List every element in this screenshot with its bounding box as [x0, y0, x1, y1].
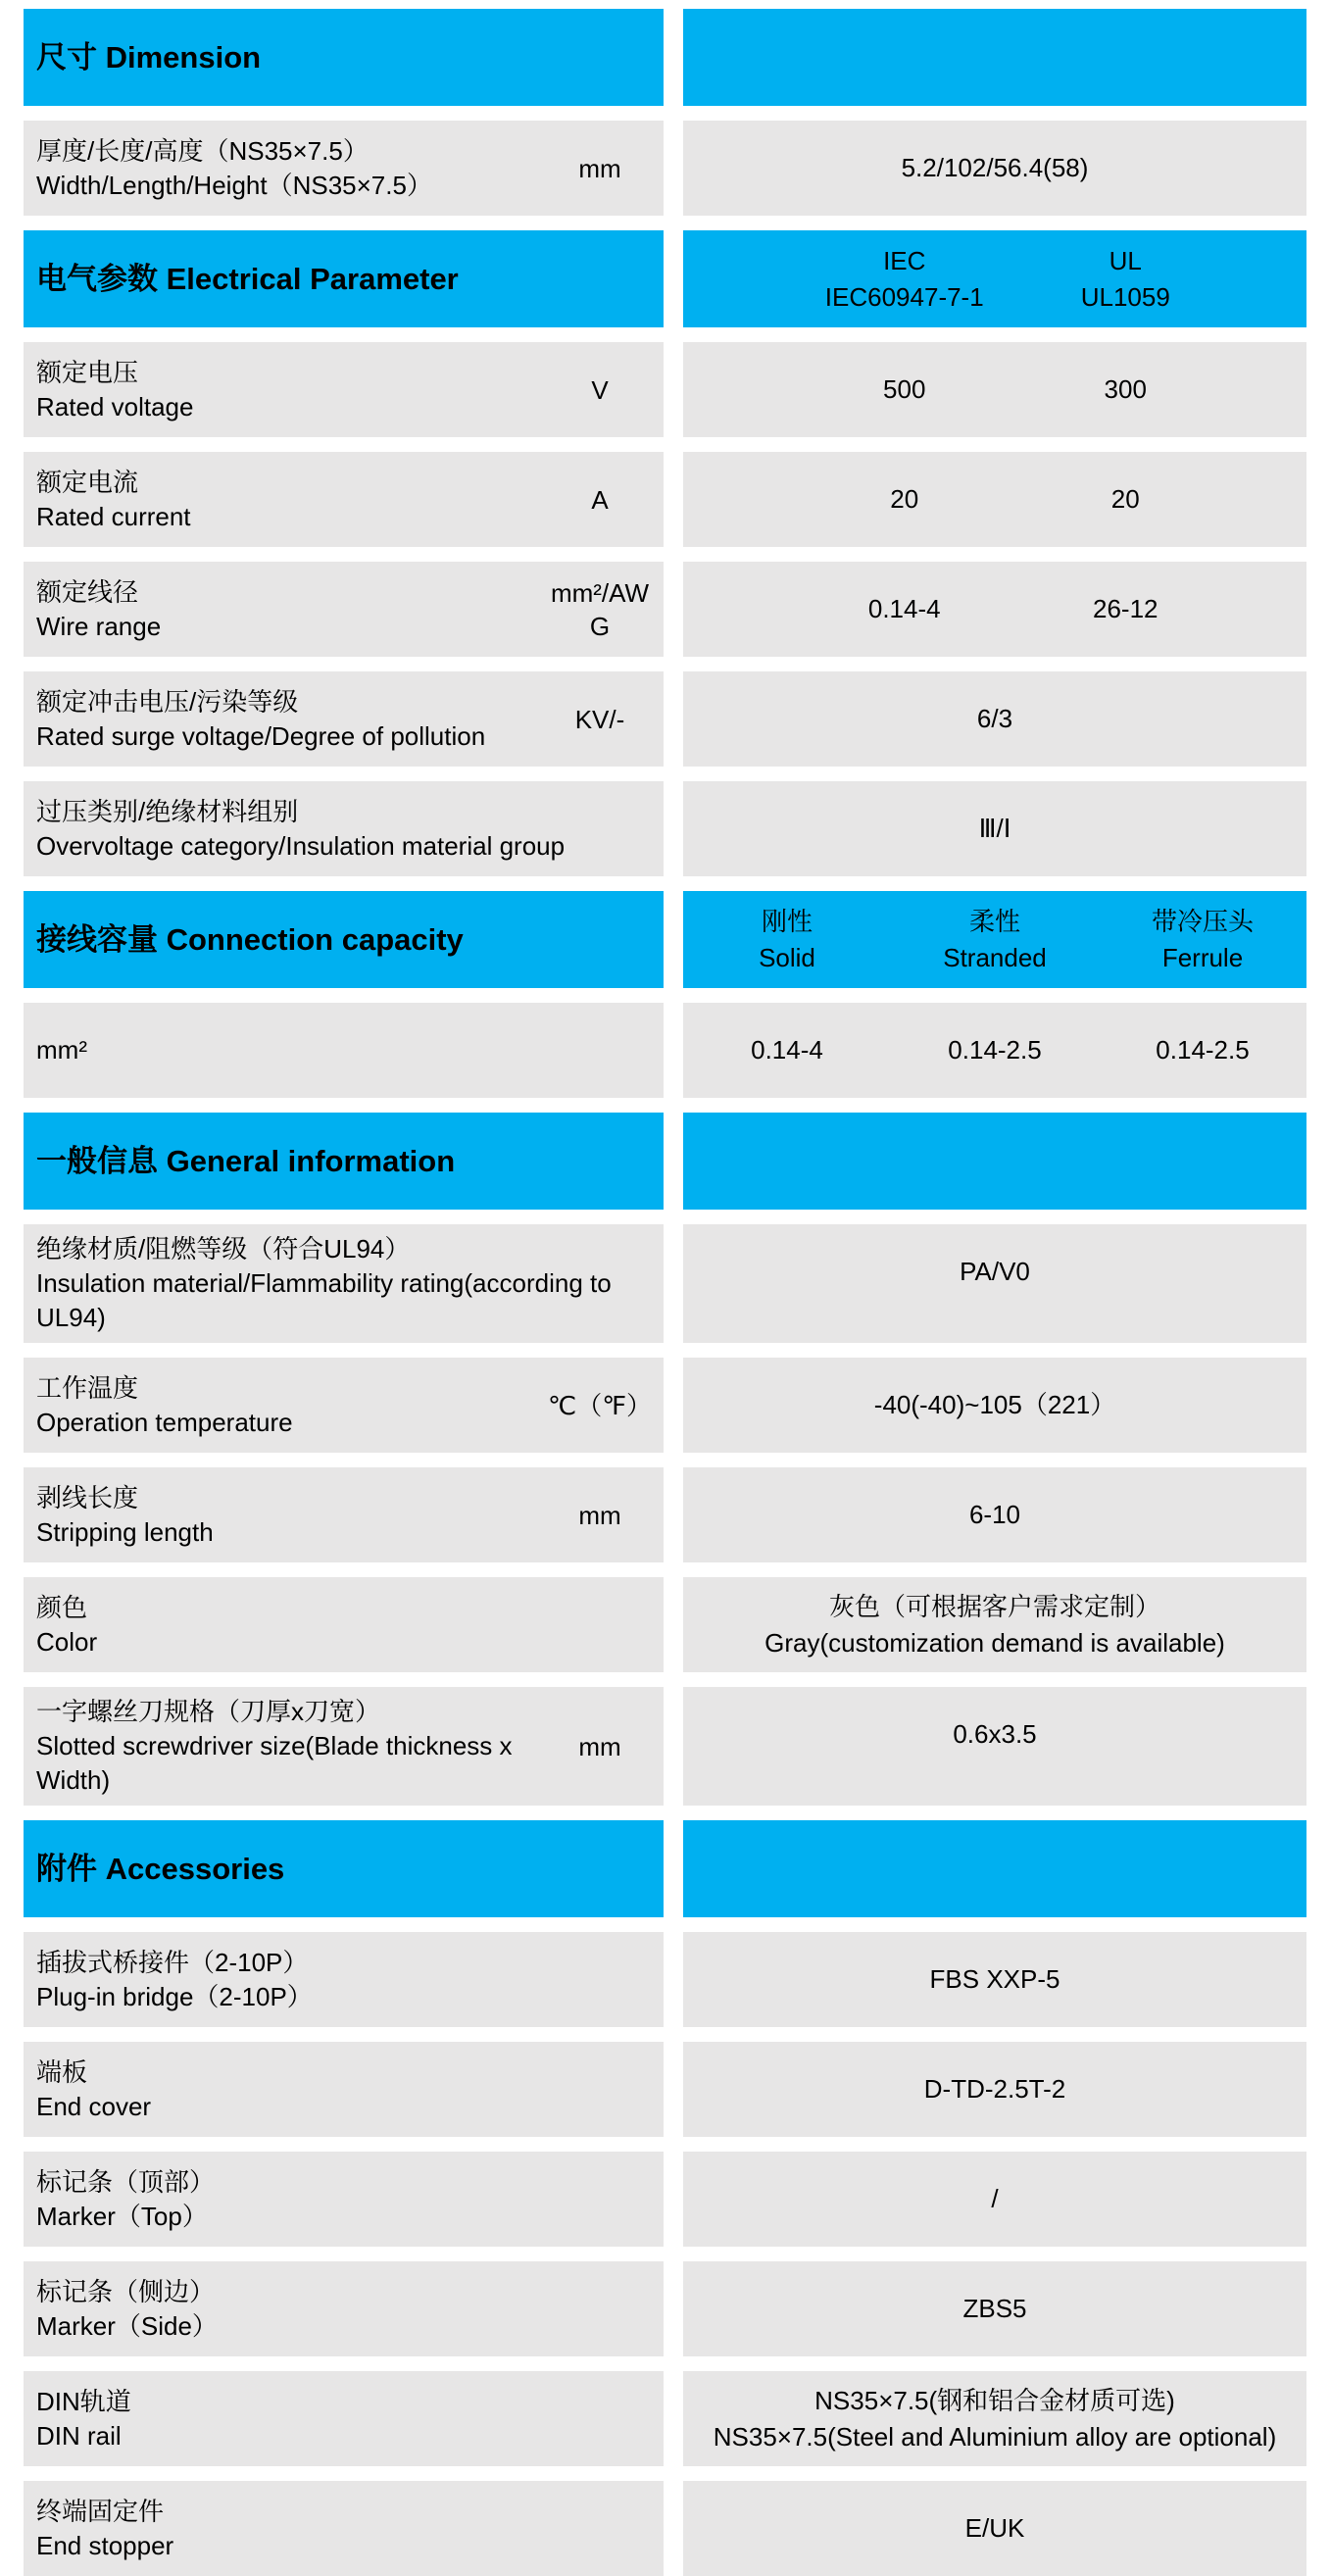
param-label-en: Slotted screwdriver size(Blade thickness x Width) — [36, 1731, 513, 1795]
header-col-line: 柔性 — [968, 906, 1020, 936]
value-line: E/UK — [964, 2513, 1025, 2543]
param-label-en: End cover — [36, 2091, 152, 2121]
table-row — [24, 2371, 1306, 2466]
section-header-title: 一般信息 General information — [36, 1143, 456, 1178]
param-label — [36, 1481, 542, 1550]
param-label-en: Plug-in bridge（2-10P） — [36, 1981, 313, 2011]
param-label-zh: 一字螺丝刀规格（刀厚x刀宽） — [36, 1697, 381, 1726]
value-col: 500 — [883, 374, 926, 404]
param-label-en: Width/Length/Height（NS35×7.5） — [36, 170, 432, 200]
section-header-row — [24, 891, 1306, 988]
value-line: NS35×7.5(Steel and Aluminium alloy are optional) — [713, 2421, 1277, 2452]
value-line: Gray(customization demand is available) — [764, 1627, 1225, 1658]
param-value — [683, 2042, 1306, 2137]
param-label — [36, 1591, 658, 1660]
param-cell — [24, 1467, 664, 1562]
param-label-en: Rated current — [36, 501, 191, 531]
param-value — [683, 1932, 1306, 2027]
section-header-title: 接线容量 Connection capacity — [36, 921, 464, 957]
table-row — [24, 2152, 1306, 2247]
section-header-right-cell — [683, 1113, 1306, 1210]
param-label-zh: 绝缘材质/阻燃等级（符合UL94） — [36, 1234, 411, 1263]
value-line: / — [991, 2184, 999, 2213]
table-row — [24, 1467, 1306, 1562]
value-line: FBS XXP-5 — [929, 1964, 1060, 1994]
param-label — [36, 2385, 658, 2453]
value-line: 0.6x3.5 — [953, 1719, 1037, 1749]
header-col — [891, 904, 1099, 976]
value-line: ZBS5 — [962, 2294, 1027, 2323]
param-label-zh: 额定线径 — [36, 576, 139, 607]
value-col: 26-12 — [1093, 594, 1158, 623]
section-header-title: 电气参数 Electrical Parameter — [36, 261, 459, 296]
section-header-row — [24, 1113, 1306, 1210]
param-unit: A — [591, 484, 609, 515]
param-label-zh: DIN轨道 — [36, 2386, 131, 2416]
param-label — [36, 2275, 658, 2344]
param-label-zh: 额定电流 — [36, 467, 139, 497]
table-row — [24, 121, 1306, 216]
header-col — [1015, 243, 1237, 316]
param-label-zh: 工作温度 — [36, 1372, 139, 1403]
param-label — [36, 795, 658, 864]
param-label — [36, 134, 542, 203]
value-line: -40(-40)~105（221） — [873, 1390, 1116, 1419]
param-cell — [24, 2042, 664, 2137]
section-header-right-cell — [683, 9, 1306, 106]
param-label-zh: 标记条（侧边） — [36, 2276, 216, 2306]
param-value — [683, 2152, 1306, 2247]
value-cell — [683, 2481, 1306, 2576]
param-label-zh: 过压类别/绝缘材料组别 — [36, 796, 299, 826]
param-unit: mm — [578, 1731, 621, 1761]
param-label — [36, 1371, 542, 1440]
header-col-line: Stranded — [943, 942, 1047, 972]
param-label-en: End stopper — [36, 2530, 174, 2560]
table-row — [24, 1577, 1306, 1672]
table-row — [24, 2042, 1306, 2137]
param-cell — [24, 2152, 664, 2247]
param-label-en: Rated surge voltage/Degree of pollution — [36, 720, 486, 751]
param-cell — [24, 1687, 664, 1806]
param-cell — [24, 781, 664, 876]
param-label-zh: 插拔式桥接件（2-10P） — [36, 1947, 309, 1977]
value-cell — [683, 1932, 1306, 2027]
param-unit: ℃（℉） — [548, 1390, 652, 1420]
param-value — [683, 1224, 1306, 1319]
value-cell — [683, 562, 1306, 657]
section-header-right-cell — [683, 230, 1306, 327]
value-line: D-TD-2.5T-2 — [923, 2074, 1066, 2104]
param-value — [683, 1577, 1306, 1672]
value-line: 6/3 — [976, 704, 1013, 733]
param-label-en: Color — [36, 1626, 98, 1657]
section-header-row — [24, 1820, 1306, 1917]
param-cell — [24, 562, 664, 657]
value-cell — [683, 1577, 1306, 1672]
param-value — [683, 2371, 1306, 2466]
param-label-en: Stripping length — [36, 1516, 214, 1547]
table-row — [24, 1003, 1306, 1098]
param-label-zh: 终端固定件 — [36, 2496, 165, 2526]
param-cell — [24, 452, 664, 547]
section-header-title: 附件 Accessories — [36, 1851, 285, 1886]
param-label — [36, 466, 542, 534]
header-col-line: IEC — [883, 245, 926, 275]
value-col: 20 — [890, 484, 919, 514]
param-value — [683, 2261, 1306, 2356]
table-row — [24, 1687, 1306, 1806]
param-unit: mm — [578, 1500, 621, 1530]
param-label-en: Rated voltage — [36, 391, 194, 421]
header-col — [683, 904, 891, 976]
param-label — [36, 1695, 542, 1798]
param-value — [683, 671, 1306, 767]
value-col: 0.14-4 — [867, 594, 941, 623]
param-value — [683, 1687, 1306, 1782]
param-label — [36, 2495, 658, 2563]
param-label-zh: 额定电压 — [36, 357, 139, 387]
table-row — [24, 452, 1306, 547]
value-cell — [683, 452, 1306, 547]
value-line: NS35×7.5(钢和铝合金材质可选) — [814, 2385, 1175, 2415]
param-label-en: DIN rail — [36, 2420, 122, 2451]
table-row — [24, 1932, 1306, 2027]
value-cell — [683, 671, 1306, 767]
header-col — [1099, 904, 1306, 976]
param-cell — [24, 1932, 664, 2027]
param-cell — [24, 2481, 664, 2576]
section-header-title: 尺寸 Dimension — [36, 39, 262, 74]
section-header-right-cell — [683, 891, 1306, 988]
param-label-en: Operation temperature — [36, 1407, 293, 1437]
value-cell — [683, 1358, 1306, 1453]
table-row — [24, 671, 1306, 767]
param-unit: KV/- — [574, 704, 625, 734]
table-row — [24, 342, 1306, 437]
value-col: 0.14-2.5 — [1156, 1035, 1250, 1065]
param-label — [36, 2056, 658, 2124]
param-label — [36, 356, 542, 424]
param-label-en: Insulation material/Flammability rating(according to UL94) — [36, 1268, 612, 1332]
param-label-zh: 厚度/长度/高度（NS35×7.5） — [36, 135, 369, 166]
value-cell — [683, 342, 1306, 437]
param-cell — [24, 342, 664, 437]
param-label — [36, 1232, 658, 1335]
param-cell — [24, 1577, 664, 1672]
param-label-zh: 标记条（顶部） — [36, 2166, 216, 2197]
param-label-zh: 端板 — [36, 2056, 88, 2087]
param-cell — [24, 1003, 664, 1098]
param-label-en: Overvoltage category/Insulation material group — [36, 830, 566, 861]
header-col-line: 刚性 — [761, 906, 813, 936]
header-col-line: Solid — [759, 942, 815, 972]
value-line: 灰色（可根据客户需求定制） — [828, 1591, 1160, 1621]
value-line: 6-10 — [968, 1500, 1021, 1529]
value-cell — [683, 2261, 1306, 2356]
value-col: 0.14-2.5 — [948, 1035, 1042, 1065]
param-unit: V — [591, 374, 609, 405]
value-line: PA/V0 — [960, 1257, 1030, 1286]
value-cell — [683, 1003, 1306, 1098]
param-unit: mm — [578, 153, 621, 183]
value-line: 5.2/102/56.4(58) — [901, 153, 1089, 182]
section-header-title-cell — [24, 1113, 664, 1210]
section-header-title-cell — [24, 1820, 664, 1917]
param-cell — [24, 2261, 664, 2356]
table-row — [24, 781, 1306, 876]
section-header-row — [24, 230, 1306, 327]
value-cell — [683, 1467, 1306, 1562]
section-header-title-cell — [24, 230, 664, 327]
param-label-en: Wire range — [36, 611, 162, 641]
value-line: Ⅲ/Ⅰ — [978, 814, 1011, 843]
header-col-line: 带冷压头 — [1151, 906, 1254, 936]
param-label — [36, 575, 542, 644]
header-col-line: IEC60947-7-1 — [824, 281, 984, 312]
table-row — [24, 2481, 1306, 2576]
section-header-right-cell — [683, 1820, 1306, 1917]
value-cell — [683, 2371, 1306, 2466]
param-label — [36, 1033, 658, 1067]
header-col-line: UL — [1109, 245, 1142, 275]
param-label — [36, 685, 542, 754]
param-value — [683, 121, 1306, 216]
section-header-row — [24, 9, 1306, 106]
section-header-title-cell — [24, 891, 664, 988]
param-label-zh: 剥线长度 — [36, 1482, 139, 1512]
value-col: 20 — [1110, 484, 1140, 514]
value-col: 300 — [1104, 374, 1147, 404]
param-label — [36, 2165, 658, 2234]
value-cell — [683, 2042, 1306, 2137]
value-cell — [683, 121, 1306, 216]
header-col-line: UL1059 — [1080, 281, 1170, 312]
table-row — [24, 562, 1306, 657]
param-value — [683, 2481, 1306, 2576]
value-col: 0.14-4 — [751, 1035, 823, 1065]
param-label-zh: mm² — [36, 1035, 87, 1065]
param-cell — [24, 1224, 664, 1343]
param-cell — [24, 1358, 664, 1453]
value-cell — [683, 2152, 1306, 2247]
table-row — [24, 1224, 1306, 1343]
header-col-line: Ferrule — [1161, 942, 1244, 972]
param-label-zh: 颜色 — [36, 1592, 88, 1622]
value-cell — [683, 1224, 1306, 1343]
value-cell — [683, 781, 1306, 876]
param-value — [683, 1358, 1306, 1453]
param-label-en: Marker（Side） — [36, 2310, 218, 2341]
header-col — [794, 243, 1015, 316]
table-row — [24, 2261, 1306, 2356]
param-cell — [24, 121, 664, 216]
section-header-title-cell — [24, 9, 664, 106]
value-cell — [683, 1687, 1306, 1806]
param-label-zh: 额定冲击电压/污染等级 — [36, 686, 299, 717]
param-cell — [24, 2371, 664, 2466]
param-label — [36, 1946, 658, 2014]
param-unit: mm²/AWG — [550, 577, 650, 641]
table-row — [24, 1358, 1306, 1453]
param-label-en: Marker（Top） — [36, 2201, 208, 2231]
param-value — [683, 1467, 1306, 1562]
param-value — [683, 781, 1306, 876]
param-cell — [24, 671, 664, 767]
